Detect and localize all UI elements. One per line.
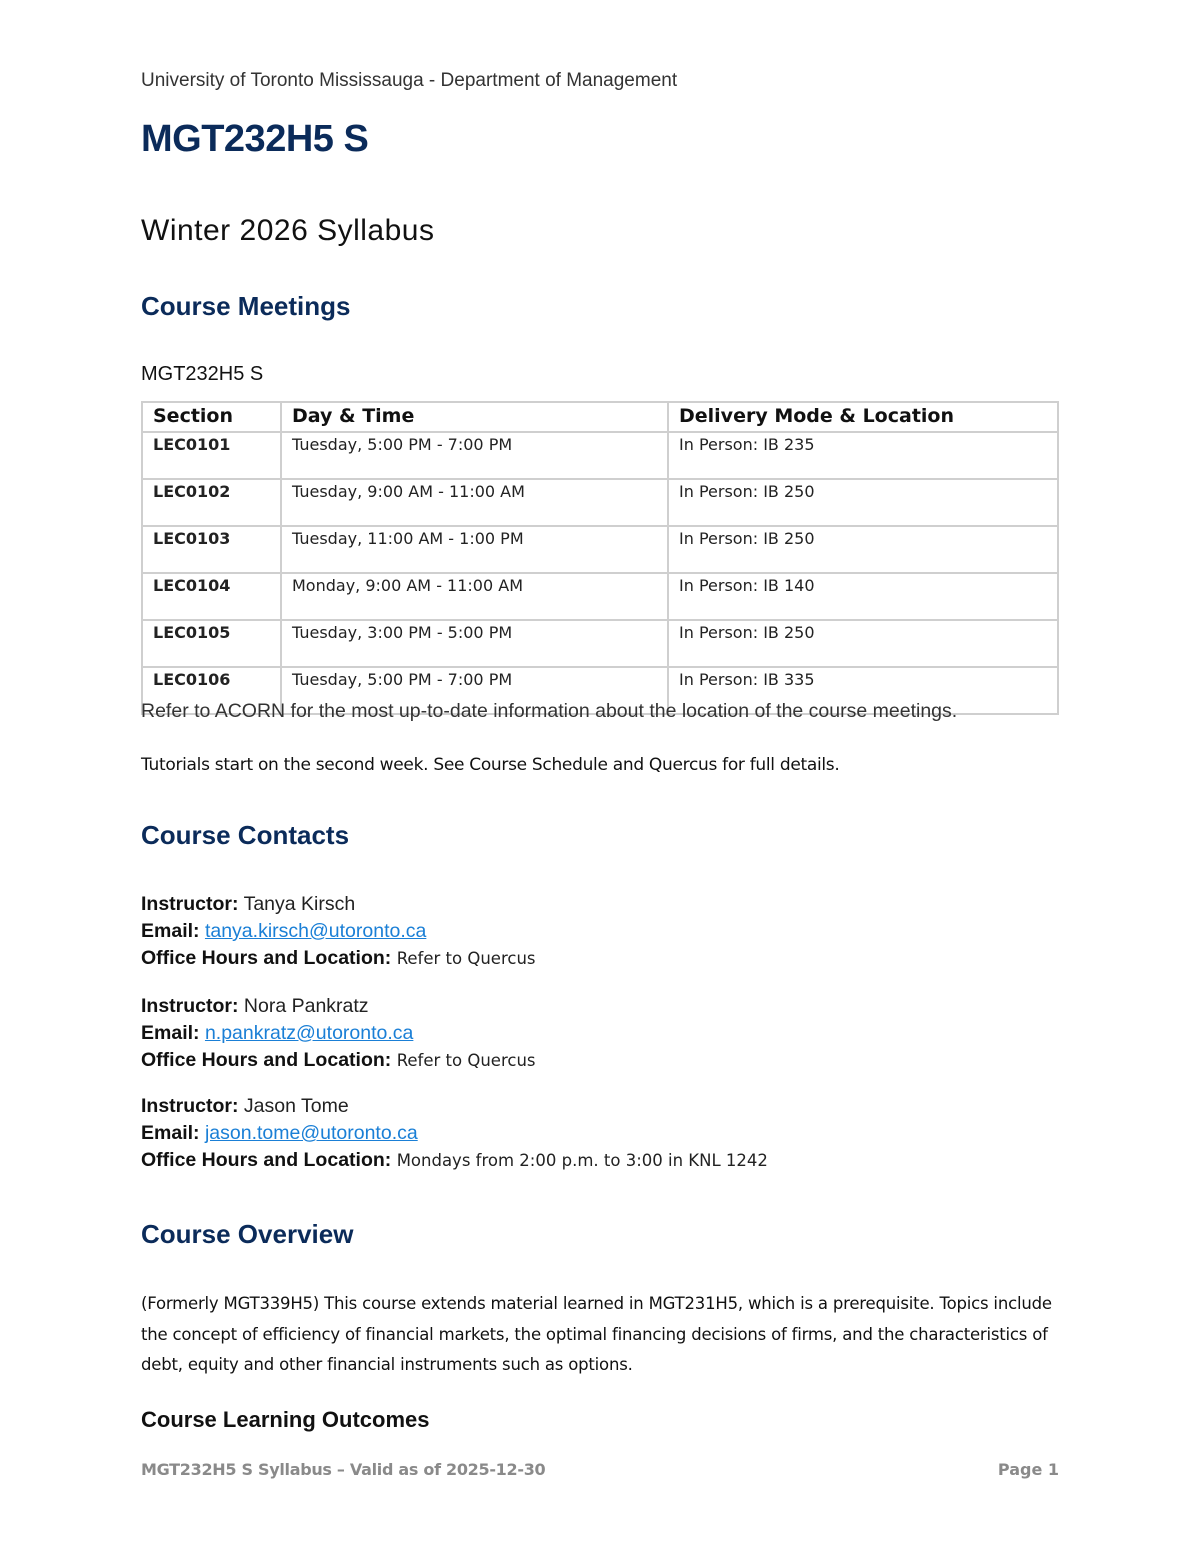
instructor-label: Instructor: [141,995,239,1017]
location-cell: In Person: IB 235 [668,432,1058,479]
column-header-day-time: Day & Time [281,402,668,432]
course-overview-text: (Formerly MGT339H5) This course extends material learned in MGT231H5, which is a prerequisite. Topics include the concept of efficiency of financial markets, the optimal financing decisions of firms, and the characteristics of debt, equity and other financial instruments such as options. [141,1294,1052,1374]
institution-header: University of Toronto Mississauga - Department of Management [141,70,678,91]
table-header-row [142,402,1058,432]
office-hours-label: Office Hours and Location: [141,1049,392,1071]
email-label: Email: [141,1022,200,1044]
table-row [142,526,1058,573]
instructor-email-link[interactable]: jason.tome@utoronto.ca [204,1122,418,1144]
day-time-cell: Tuesday, 5:00 PM - 7:00 PM [281,667,668,714]
contact-block [141,1093,768,1174]
table-row [142,432,1058,479]
table-row [142,620,1058,667]
location-cell: In Person: IB 335 [668,667,1058,714]
day-time-cell: Tuesday, 5:00 PM - 7:00 PM [281,432,668,479]
day-time-cell: Tuesday, 11:00 AM - 1:00 PM [281,526,668,573]
email-label: Email: [141,920,200,942]
section-cell: LEC0103 [142,526,281,573]
instructor-label: Instructor: [141,893,239,915]
instructor-name: Tanya Kirsch [243,893,356,915]
table-row [142,573,1058,620]
office-hours-value: Mondays from 2:00 p.m. to 3:00 in KNL 1242 [396,1151,768,1170]
acorn-note: Refer to ACORN for the most up-to-date information about the location of the course meetings. [141,700,958,722]
instructor-label: Instructor: [141,1095,239,1117]
section-cell: LEC0101 [142,432,281,479]
day-time-cell: Tuesday, 9:00 AM - 11:00 AM [281,479,668,526]
tutorial-note: Tutorials start on the second week. See Course Schedule and Quercus for full details. [141,755,840,775]
contact-block [141,993,536,1074]
section-cell: LEC0105 [142,620,281,667]
office-hours-label: Office Hours and Location: [141,1149,392,1171]
contact-block [141,891,536,972]
office-hours-value: Refer to Quercus [396,1051,536,1070]
section-cell: LEC0104 [142,573,281,620]
location-cell: In Person: IB 250 [668,479,1058,526]
instructor-name: Nora Pankratz [243,995,369,1017]
location-cell: In Person: IB 250 [668,620,1058,667]
footer-page-number: Page 1 [997,1460,1059,1479]
term-title: Winter 2026 Syllabus [141,214,435,247]
instructor-email-link[interactable]: tanya.kirsch@utoronto.ca [204,920,427,942]
day-time-cell: Tuesday, 3:00 PM - 5:00 PM [281,620,668,667]
location-cell: In Person: IB 250 [668,526,1058,573]
location-cell: In Person: IB 140 [668,573,1058,620]
column-header-section: Section [142,402,281,432]
learning-outcomes-heading: Course Learning Outcomes [141,1407,430,1432]
instructor-email-link[interactable]: n.pankratz@utoronto.ca [204,1022,414,1044]
footer-validity: MGT232H5 S Syllabus – Valid as of 2025-12-30 [141,1460,546,1479]
section-cell: LEC0102 [142,479,281,526]
instructor-name: Jason Tome [243,1095,349,1117]
course-contacts-heading: Course Contacts [141,820,350,850]
course-meetings-table [141,401,1059,715]
table-row [142,479,1058,526]
course-meetings-heading: Course Meetings [141,291,351,321]
course-overview-heading: Course Overview [141,1219,354,1249]
office-hours-value: Refer to Quercus [396,949,536,968]
email-label: Email: [141,1122,200,1144]
office-hours-label: Office Hours and Location: [141,947,392,969]
section-cell: LEC0106 [142,667,281,714]
course-code-title: MGT232H5 S [141,118,369,160]
day-time-cell: Monday, 9:00 AM - 11:00 AM [281,573,668,620]
meetings-subheading: MGT232H5 S [141,363,264,385]
column-header-delivery: Delivery Mode & Location [668,402,1058,432]
